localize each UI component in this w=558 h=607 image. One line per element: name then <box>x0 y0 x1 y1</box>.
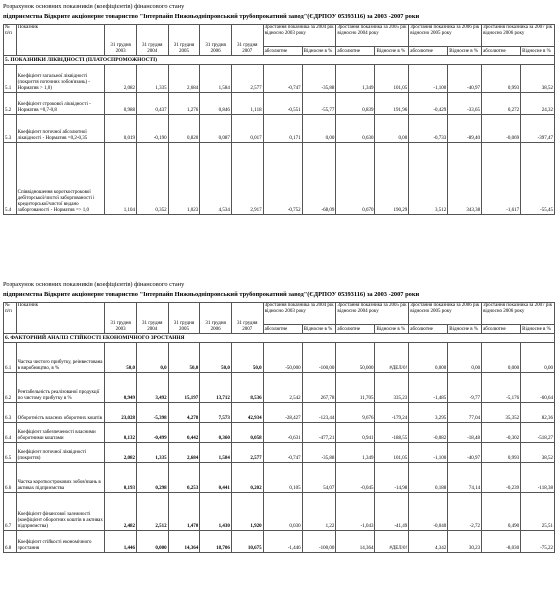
absolute-change: -1,100 <box>409 65 448 93</box>
rel-header: Відносне в % <box>302 325 336 334</box>
col-no-header: № п/п <box>4 303 17 334</box>
relative-change: 77,04 <box>448 403 482 423</box>
absolute-change: -8,030 <box>482 531 521 553</box>
year-value: 0,058 <box>231 423 263 443</box>
year-value: 2,684 <box>168 443 200 463</box>
year-value: -0,499 <box>136 423 168 443</box>
year-value: 0,441 <box>200 463 232 493</box>
row-number: 6.4 <box>4 423 17 443</box>
absolute-change: -1,617 <box>482 143 521 215</box>
row-number: 6.5 <box>4 443 17 463</box>
year-value: 2,684 <box>168 65 200 93</box>
absolute-change: -0,239 <box>482 463 521 493</box>
year-value: 0,087 <box>200 115 232 143</box>
relative-change: -518,27 <box>521 423 555 443</box>
absolute-change: 50,000 <box>336 343 375 373</box>
relative-change: 30,23 <box>448 531 482 553</box>
table-row <box>4 531 555 553</box>
rel-header: Відносне в % <box>375 325 409 334</box>
year-value: 4,278 <box>168 403 200 423</box>
row-number: 5.1 <box>4 65 17 93</box>
year-value: 50,0 <box>105 343 137 373</box>
year-value: 50,0 <box>231 343 263 373</box>
year-value: 50,0 <box>168 343 200 373</box>
absolute-change: -1,043 <box>336 493 375 531</box>
row-number: 6.1 <box>4 343 17 373</box>
relative-change: 74,14 <box>448 463 482 493</box>
absolute-change: 0,993 <box>482 65 521 93</box>
row-indicator-name: Коефіцієнт загальної ліквідності (покриття поточних зобов'язань) - Норматив > 1,0) <box>16 65 105 93</box>
year-value: 7,573 <box>200 403 232 423</box>
relative-change: -75,22 <box>521 531 555 553</box>
growth-table <box>3 302 555 553</box>
year-value: 18,706 <box>200 531 232 553</box>
year-value: 1,470 <box>168 493 200 531</box>
absolute-change: 3,512 <box>409 143 448 215</box>
year-header: 31 грудня 2003 <box>105 25 137 56</box>
abs-header: абсолютне <box>336 325 375 334</box>
year-value: 3,492 <box>136 373 168 403</box>
year-value: 8,536 <box>231 373 263 403</box>
absolute-change: -0,082 <box>409 423 448 443</box>
absolute-change: 0,993 <box>482 443 521 463</box>
absolute-change: 1,349 <box>336 443 375 463</box>
absolute-change: 0,105 <box>263 463 302 493</box>
year-value: 0,442 <box>168 423 200 443</box>
year-header: 31 грудня 2007 <box>231 303 263 334</box>
rel-header: Відносне в % <box>521 325 555 334</box>
absolute-change: -0,747 <box>263 65 302 93</box>
year-header: 31 грудня 2005 <box>168 25 200 56</box>
section-title: 6. ФАКТОРНИЙ АНАЛІЗ СТІЙКОСТІ ЕКОНОМІЧНОГО ЗРОСТАННЯ <box>4 334 555 343</box>
relative-change: -41,49 <box>375 493 409 531</box>
relative-change: -18,48 <box>448 423 482 443</box>
relative-change: -179,24 <box>375 403 409 423</box>
relative-change: 101,05 <box>375 65 409 93</box>
table-row <box>4 493 555 531</box>
year-value: 2,082 <box>105 65 137 93</box>
change-header: Зростання показника за 2006 рік відносно 2005 року <box>409 25 482 47</box>
relative-change: 24,32 <box>521 93 555 115</box>
year-value: 2,082 <box>105 443 137 463</box>
relative-change: 82,36 <box>521 403 555 423</box>
relative-change: 38,52 <box>521 443 555 463</box>
row-indicator-name: Коефіцієнт поточної абсолютної ліквідності - Норматив =0,2-0,35 <box>16 115 105 143</box>
change-header: Зростання показника за 2004 рік відносно 2003 року <box>263 303 336 325</box>
relative-change: -2,72 <box>448 493 482 531</box>
year-value: 1,430 <box>200 493 232 531</box>
year-value: 1,446 <box>105 531 137 553</box>
absolute-change: -1,485 <box>409 373 448 403</box>
year-value: 0,0 <box>136 343 168 373</box>
relative-change: -55,45 <box>521 143 555 215</box>
absolute-change: -1,100 <box>409 443 448 463</box>
absolute-change: -0,733 <box>409 115 448 143</box>
year-value: 0,437 <box>136 93 168 115</box>
abs-header: абсолютне <box>263 325 302 334</box>
year-header: 31 грудня 2007 <box>231 25 263 56</box>
rel-header: Відносне в % <box>375 47 409 56</box>
relative-change: -55,77 <box>302 93 336 115</box>
row-number: 6.6 <box>4 463 17 493</box>
year-value: 1,276 <box>168 93 200 115</box>
col-no-header: № п/п <box>4 25 17 56</box>
relative-change: 335,23 <box>375 373 409 403</box>
absolute-change: -5,176 <box>482 373 521 403</box>
sheet-growth <box>3 280 555 553</box>
table-row <box>4 463 555 493</box>
row-number: 5.3 <box>4 115 17 143</box>
year-value: 0,193 <box>105 463 137 493</box>
year-value: 0,202 <box>231 463 263 493</box>
year-value: 0,000 <box>136 531 168 553</box>
year-header: 31 грудня 2003 <box>105 303 137 334</box>
sheet-caption: Розрахунок основних показників (коефіцієнтів) фінансового стану <box>3 3 185 10</box>
absolute-change: -0,040 <box>409 493 448 531</box>
row-number: 5.2 <box>4 93 17 115</box>
year-value: 0,019 <box>105 115 137 143</box>
table-row <box>4 143 555 215</box>
absolute-change: -50,000 <box>263 343 302 373</box>
year-value: 2,577 <box>231 443 263 463</box>
table-row <box>4 443 555 463</box>
abs-header: абсолютне <box>409 325 448 334</box>
absolute-change: -0,302 <box>482 423 521 443</box>
row-number: 6.7 <box>4 493 17 531</box>
rel-header: Відносне в % <box>302 47 336 56</box>
relative-change: -100,00 <box>302 531 336 553</box>
year-value: 1,335 <box>136 65 168 93</box>
row-indicator-name: Коефіцієнт строкової ліквідності - Норматив =0,7-0,8 <box>16 93 105 115</box>
year-value: 14,364 <box>168 531 200 553</box>
abs-header: абсолютне <box>409 47 448 56</box>
relative-change: 0,00 <box>448 343 482 373</box>
year-value: 0,988 <box>105 93 137 115</box>
year-header: 31 грудня 2004 <box>136 303 168 334</box>
relative-change: 190,29 <box>375 143 409 215</box>
absolute-change: 0,000 <box>482 343 521 373</box>
year-value: 0,132 <box>105 423 137 443</box>
absolute-change: 0,171 <box>263 115 302 143</box>
relative-change: -40,97 <box>448 443 482 463</box>
table-row <box>4 423 555 443</box>
relative-change: 267,78 <box>302 373 336 403</box>
absolute-change: 1,349 <box>336 65 375 93</box>
relative-change: #ДЕЛ/0! <box>375 531 409 553</box>
abs-header: абсолютне <box>482 325 521 334</box>
year-header: 31 грудня 2005 <box>168 303 200 334</box>
relative-change: -60,64 <box>521 373 555 403</box>
year-value: 2,512 <box>136 493 168 531</box>
relative-change: -118,38 <box>521 463 555 493</box>
relative-change: -477,21 <box>302 423 336 443</box>
absolute-change: -0,551 <box>263 93 302 115</box>
abs-header: абсолютне <box>263 47 302 56</box>
col-indicator-header: Показник <box>16 303 105 334</box>
change-header: Зростання показника за 2005 рік відносно 2004 року <box>336 25 409 47</box>
absolute-change: -1,446 <box>263 531 302 553</box>
year-value: -0,190 <box>136 115 168 143</box>
rel-header: Відносне в % <box>448 325 482 334</box>
row-indicator-name: Коефіцієнт фінансової залежності (коефіцієнт оборотних коштів в активах підприємства) <box>16 493 105 531</box>
year-value: 0,352 <box>136 143 168 215</box>
relative-change: 101,05 <box>375 443 409 463</box>
year-value: 0,846 <box>200 93 232 115</box>
table-row <box>4 373 555 403</box>
year-value: 1,920 <box>231 493 263 531</box>
year-value: 10,675 <box>231 531 263 553</box>
year-value: 2,917 <box>231 143 263 215</box>
absolute-change: 0,630 <box>336 115 375 143</box>
year-value: 0,253 <box>168 463 200 493</box>
row-indicator-name: Частка короткострокових зобов'язань в активах підприємства <box>16 463 105 493</box>
year-header: 31 грудня 2006 <box>200 303 232 334</box>
year-value: 0,298 <box>136 463 168 493</box>
section-title: 5. ПОКАЗНИКИ ЛІКВІДНОСТІ (ПЛАТОСПРОМОЖНОСТІ) <box>4 56 555 65</box>
relative-change: -123,44 <box>302 403 336 423</box>
sheet-liquidity <box>3 2 555 215</box>
table-row <box>4 65 555 93</box>
relative-change: -35,88 <box>302 65 336 93</box>
relative-change: 25,51 <box>521 493 555 531</box>
absolute-change: 2,542 <box>263 373 302 403</box>
year-value: 0,949 <box>105 373 137 403</box>
change-header: Зростання показника за 2005 рік відносно 2004 року <box>336 303 409 325</box>
year-value: 0,820 <box>168 115 200 143</box>
relative-change: -68,09 <box>302 143 336 215</box>
year-header: 31 грудня 2004 <box>136 25 168 56</box>
row-indicator-name: Співвідношення короткострокової дебіторської/чистої заборгованості і кредиторської/чистої видано заборгованості - Норматив => 1,0 <box>16 143 105 215</box>
absolute-change: -0,631 <box>263 423 302 443</box>
absolute-change: -0,045 <box>336 463 375 493</box>
year-value: 1,584 <box>200 443 232 463</box>
relative-change: -89,40 <box>448 115 482 143</box>
abs-header: абсолютне <box>336 47 375 56</box>
year-value: 1,584 <box>200 65 232 93</box>
relative-change: -35,88 <box>302 443 336 463</box>
row-indicator-name: Оборотність власних оборотних коштів <box>16 403 105 423</box>
relative-change: -40,97 <box>448 65 482 93</box>
rel-header: Відносне в % <box>521 47 555 56</box>
absolute-change: 0,670 <box>336 143 375 215</box>
liquidity-table <box>3 24 555 215</box>
relative-change: -14,98 <box>375 463 409 493</box>
absolute-change: 11,705 <box>336 373 375 403</box>
year-value: 23,028 <box>105 403 137 423</box>
absolute-change: 4,342 <box>409 531 448 553</box>
row-number: 6.8 <box>4 531 17 553</box>
row-indicator-name: Частка чистого прибутку, реінвестована в виробництво, в % <box>16 343 105 373</box>
row-indicator-name: Рентабельність реалізованої продукції по чистому прибутку в % <box>16 373 105 403</box>
rel-header: Відносне в % <box>448 47 482 56</box>
row-indicator-name: Коефіцієнт поточної ліквідності (покриття) <box>16 443 105 463</box>
abs-header: абсолютне <box>482 47 521 56</box>
year-value: -5,398 <box>136 403 168 423</box>
relative-change: 38,52 <box>521 65 555 93</box>
company-title: підприємства Відкрите акціонерне товариство "Інтерпайп Нижньодніпровський трубопрокатний завод"(ЄДРПОУ 05393116) за 2003 -2007 роки <box>3 13 420 20</box>
absolute-change: -0,752 <box>263 143 302 215</box>
year-value: 1,104 <box>105 143 137 215</box>
absolute-change: -0,747 <box>263 443 302 463</box>
absolute-change: 0,490 <box>482 493 521 531</box>
table-row <box>4 93 555 115</box>
relative-change: 0,00 <box>302 115 336 143</box>
table-row <box>4 343 555 373</box>
col-indicator-header: Показник <box>16 25 105 56</box>
relative-change: -188,55 <box>375 423 409 443</box>
absolute-change: 9,676 <box>336 403 375 423</box>
year-value: 50,0 <box>200 343 232 373</box>
relative-change: #ДЕЛ/0! <box>375 343 409 373</box>
absolute-change: -28,427 <box>263 403 302 423</box>
year-value: 42,934 <box>231 403 263 423</box>
relative-change: -33,65 <box>448 93 482 115</box>
relative-change: 54,07 <box>302 463 336 493</box>
relative-change: 0,00 <box>521 343 555 373</box>
absolute-change: 0,000 <box>409 343 448 373</box>
year-value: 0,360 <box>200 423 232 443</box>
absolute-change: -0,429 <box>409 93 448 115</box>
year-value: 2,577 <box>231 65 263 93</box>
relative-change: -100,00 <box>302 343 336 373</box>
row-number: 5.4 <box>4 143 17 215</box>
absolute-change: 0,941 <box>336 423 375 443</box>
relative-change: 343,38 <box>448 143 482 215</box>
sheet-caption: Розрахунок основних показників (коефіцієнтів) фінансового стану <box>3 281 185 288</box>
change-header: Зростання показника за 2004 рік відносно 2003 року <box>263 25 336 47</box>
absolute-change: 35,352 <box>482 403 521 423</box>
row-number: 6.2 <box>4 373 17 403</box>
absolute-change: -0,069 <box>482 115 521 143</box>
row-indicator-name: Коефіцієнт стійкості економічного зростання <box>16 531 105 553</box>
year-value: 2,482 <box>105 493 137 531</box>
absolute-change: 0,030 <box>263 493 302 531</box>
table-row <box>4 403 555 423</box>
relative-change: 191,96 <box>375 93 409 115</box>
relative-change: -397,47 <box>521 115 555 143</box>
row-number: 6.3 <box>4 403 17 423</box>
year-header: 31 грудня 2006 <box>200 25 232 56</box>
absolute-change: 14,364 <box>336 531 375 553</box>
absolute-change: 0,188 <box>409 463 448 493</box>
year-value: 1,118 <box>231 93 263 115</box>
year-value: 13,712 <box>200 373 232 403</box>
row-indicator-name: Коефіцієнт забезпеченості власними оборотними коштами <box>16 423 105 443</box>
change-header: Зростання показника за 2006 рік відносно 2005 року <box>409 303 482 325</box>
change-header: Зростання показника за 2007 рік відносно 2006 року <box>482 303 555 325</box>
relative-change: -9,77 <box>448 373 482 403</box>
table-row <box>4 115 555 143</box>
absolute-change: 3,295 <box>409 403 448 423</box>
change-header: Зростання показника за 2007 рік відносно 2006 року <box>482 25 555 47</box>
absolute-change: 0,272 <box>482 93 521 115</box>
relative-change: 1,22 <box>302 493 336 531</box>
year-value: 4,534 <box>200 143 232 215</box>
year-value: 0,017 <box>231 115 263 143</box>
absolute-change: 0,839 <box>336 93 375 115</box>
year-value: 1,023 <box>168 143 200 215</box>
year-value: 1,335 <box>136 443 168 463</box>
year-value: 15,197 <box>168 373 200 403</box>
relative-change: 0,00 <box>375 115 409 143</box>
company-title: підприємства Відкрите акціонерне товариство "Інтерпайп Нижньодніпровський трубопрокатний завод"(ЄДРПОУ 05393116) за 2003 -2007 роки <box>3 291 420 298</box>
